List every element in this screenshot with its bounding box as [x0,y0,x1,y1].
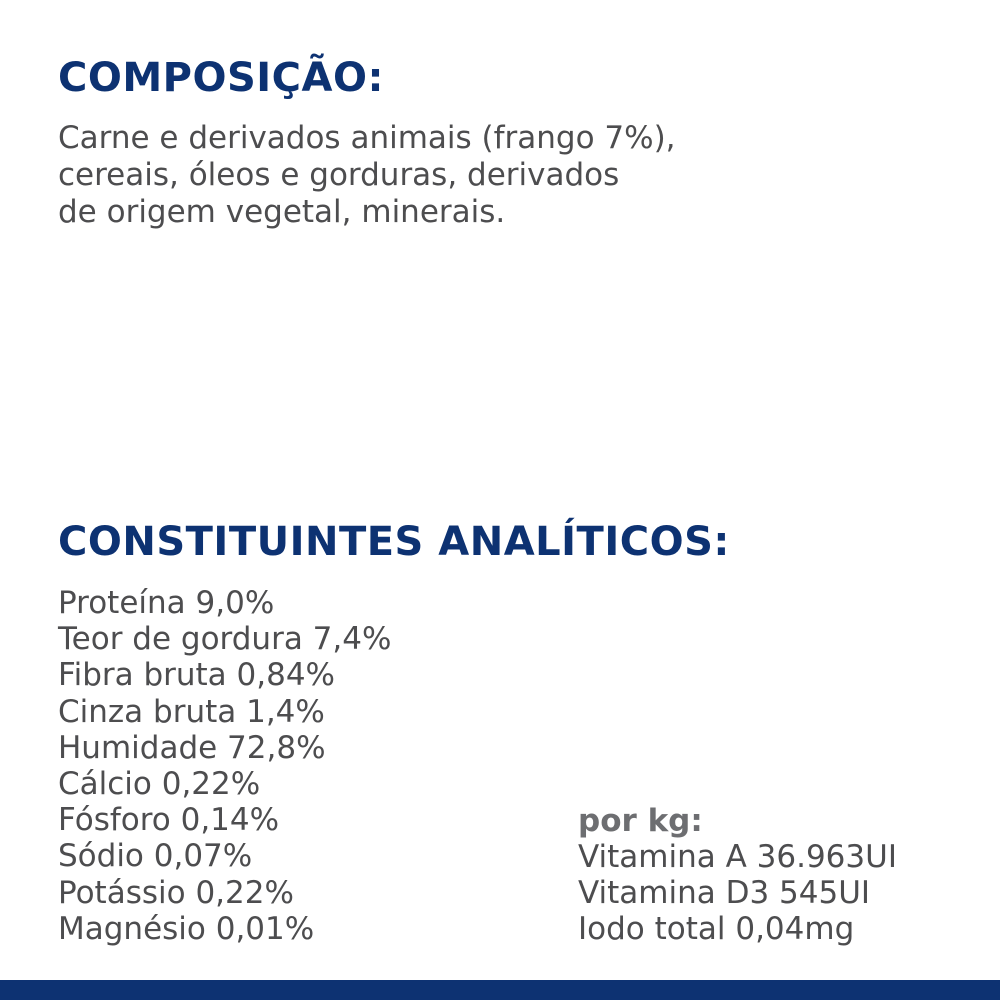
list-item: Fósforo 0,14% [58,802,280,839]
per-kg-list [578,839,897,948]
list-item: Cinza bruta 1,4% [58,693,325,730]
list-item: Vitamina A 36.963UI [578,839,897,875]
list-item: Potássio 0,22% [58,874,294,911]
list-item: Magnésio 0,01% [58,910,315,947]
list-item: Humidade 72,8% [58,729,326,766]
composition-heading: COMPOSIÇÃO: [58,55,384,101]
list-item: Vitamina D3 545UI [578,875,871,912]
composition-text [58,120,676,231]
list-item: Teor de gordura 7,4% [58,621,392,658]
composition-line: de origem vegetal, minerais. [58,194,506,230]
list-item: Proteína 9,0% [58,585,275,621]
composition-line: cereais, óleos e gorduras, derivados [58,157,620,193]
analytical-constituents-list [58,585,391,947]
footer-bar [0,980,1000,1000]
analytical-constituents-heading: CONSTITUINTES ANALÍTICOS: [58,519,730,565]
per-kg-block [578,803,897,948]
per-kg-label: por kg: [578,803,703,839]
list-item: Cálcio 0,22% [58,766,261,803]
list-item: Sódio 0,07% [58,838,253,875]
list-item: Iodo total 0,04mg [578,911,855,948]
list-item: Fibra bruta 0,84% [58,657,336,694]
composition-line: Carne e derivados animais (frango 7%), [58,120,676,156]
